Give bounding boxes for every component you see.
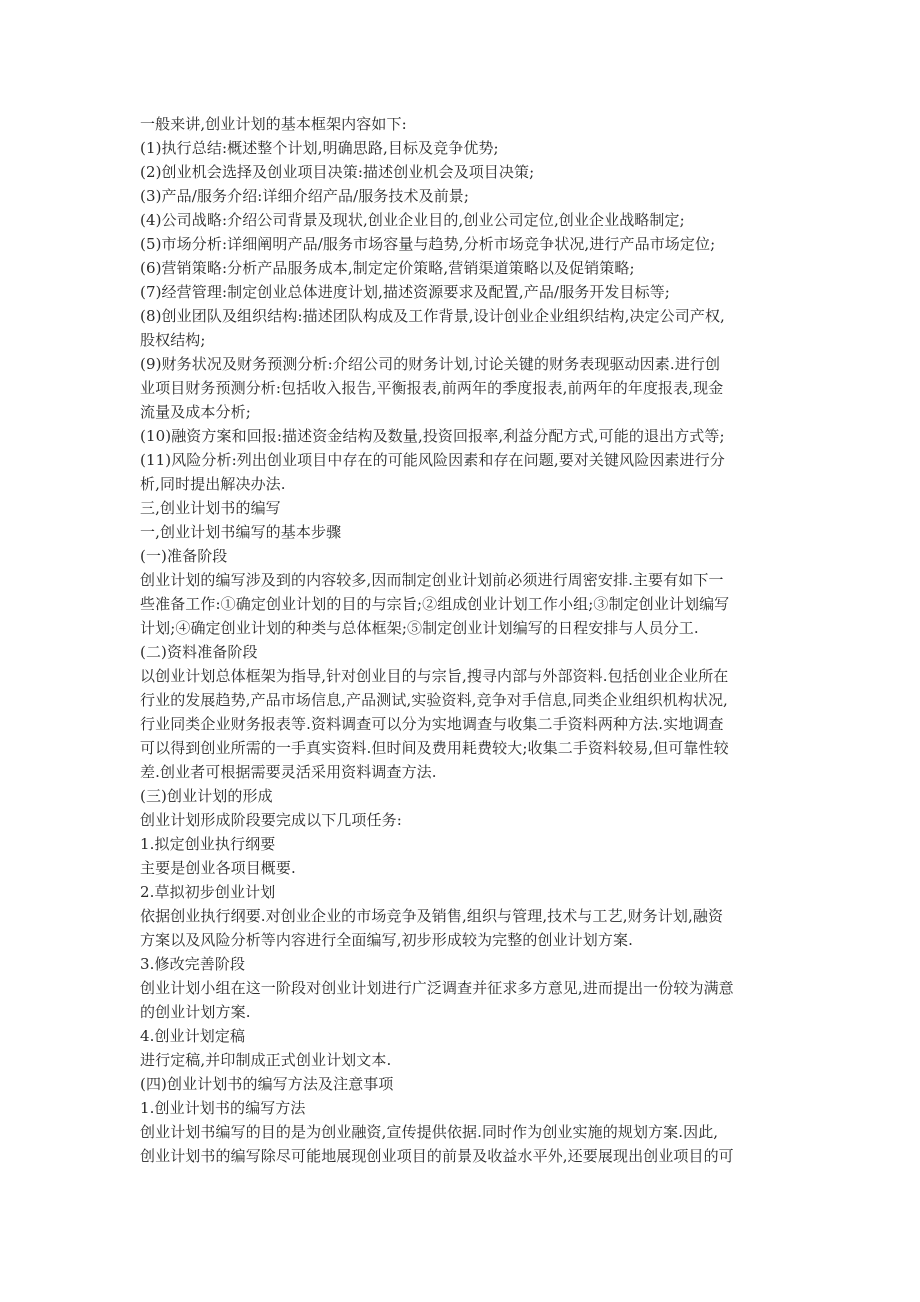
text-line: 以创业计划总体框架为指导,针对创业目的与宗旨,搜寻内部与外部资料.包括创业企业所在: [140, 667, 729, 685]
item-heading: 3.修改完善阶段: [140, 955, 246, 973]
document-body: [140, 112, 780, 1168]
text-line: (7)经营管理:制定创业总体进度计划,描述资源要求及配置,产品/服务开发目标等;: [140, 283, 670, 301]
text-line: 差.创业者可根据需要灵活采用资料调查方法.: [140, 763, 437, 781]
text-line: 些准备工作:①确定创业计划的目的与宗旨;②组成创业计划工作小组;③制定创业计划编写: [140, 595, 730, 613]
text-line: 依据创业执行纲要.对创业企业的市场竞争及销售,组织与管理,技术与工艺,财务计划,融资: [140, 907, 724, 925]
section-heading: 一,创业计划书编写的基本步骤: [140, 523, 342, 541]
text-line: 主要是创业各项目概要.: [140, 859, 296, 877]
text-line: 行业的发展趋势,产品市场信息,产品测试,实验资料,竞争对手信息,同类企业组织机构状况,: [140, 691, 728, 709]
text-line: 行业同类企业财务报表等.资料调查可以分为实地调查与收集二手资料两种方法.实地调查: [140, 715, 724, 733]
text-line: 股权结构;: [140, 331, 206, 349]
subsection-heading: (二)资料准备阶段: [140, 643, 258, 661]
text-line: 创业计划书编写的目的是为创业融资,宣传提供依据.同时作为创业实施的规划方案.因此,: [140, 1123, 719, 1141]
text-line: 流量及成本分析;: [140, 403, 251, 421]
text-line: (4)公司战略:介绍公司背景及现状,创业企业目的,创业公司定位,创业企业战略制定;: [140, 211, 685, 229]
text-line: (10)融资方案和回报:描述资金结构及数量,投资回报率,利益分配方式,可能的退出方式等;: [140, 427, 725, 445]
subsection-heading: (一)准备阶段: [140, 547, 228, 565]
text-line: (9)财务状况及财务预测分析:介绍公司的财务计划,讨论关键的财务表现驱动因素.进行创: [140, 355, 721, 373]
text-line: (8)创业团队及组织结构:描述团队构成及工作背景,设计创业企业组织结构,决定公司产权,: [140, 307, 725, 325]
item-heading: 1.拟定创业执行纲要: [140, 835, 276, 853]
subsection-heading: (三)创业计划的形成: [140, 787, 273, 805]
text-line: 业项目财务预测分析:包括收入报告,平衡报表,前两年的季度报表,前两年的年度报表,现金: [140, 379, 724, 397]
text-line: (3)产品/服务介绍:详细介绍产品/服务技术及前景;: [140, 187, 470, 205]
text-line: 的创业计划方案.: [140, 1003, 251, 1021]
text-line: 可以得到创业所需的一手真实资料.但时间及费用耗费较大;收集二手资料较易,但可靠性较: [140, 739, 729, 757]
text-line: (11)风险分析:列出创业项目中存在的可能风险因素和存在问题,要对关键风险因素进行分: [140, 451, 725, 469]
text-line: (6)营销策略:分析产品服务成本,制定定价策略,营销渠道策略以及促销策略;: [140, 259, 635, 277]
text-line: 创业计划书的编写除尽可能地展现创业项目的前景及收益水平外,还要展现出创业项目的可: [140, 1147, 734, 1165]
text-line: 一般来讲,创业计划的基本框架内容如下:: [140, 115, 407, 133]
text-line: (2)创业机会选择及创业项目决策:描述创业机会及项目决策;: [140, 163, 535, 181]
text-line: (5)市场分析:详细阐明产品/服务市场容量与趋势,分析市场竞争状况,进行产品市场定位;: [140, 235, 716, 253]
item-heading: 4.创业计划定稿: [140, 1027, 246, 1045]
text-line: 创业计划的编写涉及到的内容较多,因而制定创业计划前必须进行周密安排.主要有如下一: [140, 571, 724, 589]
text-line: 创业计划形成阶段要完成以下几项任务:: [140, 811, 402, 829]
section-heading: 三,创业计划书的编写: [140, 499, 281, 517]
text-line: 进行定稿,并印制成正式创业计划文本.: [140, 1051, 392, 1069]
text-line: 析,同时提出解决办法.: [140, 475, 286, 493]
item-heading: 1.创业计划书的编写方法: [140, 1099, 306, 1117]
text-line: 创业计划小组在这一阶段对创业计划进行广泛调查并征求多方意见,进而提出一份较为满意: [140, 979, 734, 997]
text-line: 计划;④确定创业计划的种类与总体框架;⑤制定创业计划编写的日程安排与人员分工.: [140, 619, 699, 637]
item-heading: 2.草拟初步创业计划: [140, 883, 276, 901]
text-line: 方案以及风险分析等内容进行全面编写,初步形成较为完整的创业计划方案.: [140, 931, 633, 949]
text-line: (1)执行总结:概述整个计划,明确思路,目标及竞争优势;: [140, 139, 499, 157]
subsection-heading: (四)创业计划书的编写方法及注意事项: [140, 1075, 394, 1093]
